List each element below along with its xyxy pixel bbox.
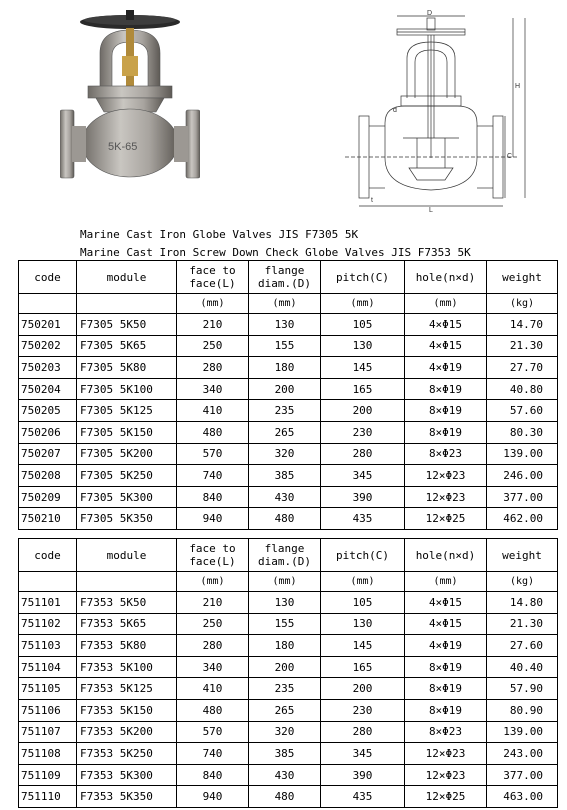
unit-hole: (mm) <box>405 572 487 592</box>
table-row <box>19 786 558 808</box>
cell-module: F7353 5K250 <box>77 743 177 765</box>
cell-flange: 265 <box>249 421 321 443</box>
cell-weight: 57.60 <box>487 400 558 422</box>
cell-pitch: 165 <box>321 378 405 400</box>
drawing-label-c: C <box>507 153 513 160</box>
cell-face: 210 <box>177 314 249 336</box>
cell-code: 750208 <box>19 465 77 487</box>
cell-weight: 27.70 <box>487 357 558 379</box>
table-row <box>19 443 558 465</box>
table-units-row <box>19 294 558 314</box>
cell-face: 280 <box>177 357 249 379</box>
header-module: module <box>77 539 177 572</box>
cell-pitch: 230 <box>321 421 405 443</box>
cell-pitch: 390 <box>321 486 405 508</box>
cell-flange: 130 <box>249 592 321 614</box>
header-face-line2: face(L) <box>189 277 236 290</box>
cell-face: 210 <box>177 592 249 614</box>
drawing-label-d-top: D <box>427 10 433 17</box>
cell-flange: 430 <box>249 764 321 786</box>
drawing-label-d: d <box>393 107 397 114</box>
unit-weight: (kg) <box>487 294 558 314</box>
cell-module: F7305 5K80 <box>77 357 177 379</box>
table-row <box>19 400 558 422</box>
cell-weight: 139.00 <box>487 721 558 743</box>
cell-weight: 14.80 <box>487 592 558 614</box>
title-check-globe-valves: Marine Cast Iron Screw Down Check Globe Valves JIS F7353 5K <box>80 246 471 259</box>
table-row <box>19 656 558 678</box>
cell-flange: 180 <box>249 635 321 657</box>
cell-face: 340 <box>177 656 249 678</box>
cell-weight: 80.90 <box>487 699 558 721</box>
cell-face: 840 <box>177 764 249 786</box>
table-row <box>19 378 558 400</box>
cell-hole: 8×Φ19 <box>405 656 487 678</box>
cell-code: 750207 <box>19 443 77 465</box>
header-hole: hole(n×d) <box>405 261 487 294</box>
cell-weight: 27.60 <box>487 635 558 657</box>
cell-module: F7353 5K150 <box>77 699 177 721</box>
table-row <box>19 335 558 357</box>
cell-hole: 12×Φ23 <box>405 764 487 786</box>
header-face-line1: face to <box>189 542 236 555</box>
table-row <box>19 699 558 721</box>
unit-flange: (mm) <box>249 294 321 314</box>
cell-code: 750206 <box>19 421 77 443</box>
table-row <box>19 465 558 487</box>
cell-code: 750204 <box>19 378 77 400</box>
header-flange <box>249 261 321 294</box>
cell-code: 750210 <box>19 508 77 530</box>
valve-drawing <box>345 8 535 213</box>
unit-pitch: (mm) <box>321 294 405 314</box>
cell-weight: 463.00 <box>487 786 558 808</box>
table-header-row <box>19 539 558 572</box>
cell-face: 940 <box>177 508 249 530</box>
cell-code: 751103 <box>19 635 77 657</box>
cell-code: 750209 <box>19 486 77 508</box>
table-header-row <box>19 261 558 294</box>
cell-module: F7305 5K65 <box>77 335 177 357</box>
header-code: code <box>19 261 77 294</box>
cell-module: F7353 5K65 <box>77 613 177 635</box>
cell-module: F7353 5K80 <box>77 635 177 657</box>
cell-flange: 385 <box>249 465 321 487</box>
cell-weight: 14.70 <box>487 314 558 336</box>
table-row <box>19 721 558 743</box>
cell-face: 410 <box>177 678 249 700</box>
cell-module: F7305 5K150 <box>77 421 177 443</box>
cell-flange: 430 <box>249 486 321 508</box>
cell-pitch: 435 <box>321 786 405 808</box>
header-pitch: pitch(C) <box>321 539 405 572</box>
cell-hole: 8×Φ19 <box>405 400 487 422</box>
table-row <box>19 592 558 614</box>
cell-hole: 12×Φ23 <box>405 486 487 508</box>
cell-flange: 130 <box>249 314 321 336</box>
header-flange <box>249 539 321 572</box>
cell-face: 570 <box>177 721 249 743</box>
cell-pitch: 435 <box>321 508 405 530</box>
cell-face: 940 <box>177 786 249 808</box>
cell-pitch: 130 <box>321 335 405 357</box>
cell-weight: 21.30 <box>487 613 558 635</box>
unit-face: (mm) <box>177 572 249 592</box>
cell-module: F7305 5K350 <box>77 508 177 530</box>
spec-table-f7305 <box>18 260 558 530</box>
drawing-label-h: H <box>515 83 521 90</box>
cell-face: 740 <box>177 743 249 765</box>
cell-code: 751104 <box>19 656 77 678</box>
unit-hole: (mm) <box>405 294 487 314</box>
header-module: module <box>77 261 177 294</box>
unit-face: (mm) <box>177 294 249 314</box>
cell-flange: 155 <box>249 613 321 635</box>
header-hole: hole(n×d) <box>405 539 487 572</box>
cell-weight: 40.40 <box>487 656 558 678</box>
cell-face: 340 <box>177 378 249 400</box>
cell-module: F7353 5K350 <box>77 786 177 808</box>
header-flange-line1: flange <box>264 264 305 277</box>
cell-code: 751102 <box>19 613 77 635</box>
table-row <box>19 357 558 379</box>
valve-body-marking: 5K-65 <box>108 141 138 153</box>
cell-module: F7305 5K200 <box>77 443 177 465</box>
unit-code <box>19 294 77 314</box>
cell-flange: 235 <box>249 678 321 700</box>
cell-code: 751105 <box>19 678 77 700</box>
cell-hole: 12×Φ23 <box>405 743 487 765</box>
cell-module: F7305 5K250 <box>77 465 177 487</box>
table-row <box>19 421 558 443</box>
cell-hole: 4×Φ15 <box>405 314 487 336</box>
cell-weight: 139.00 <box>487 443 558 465</box>
cell-face: 480 <box>177 699 249 721</box>
title-globe-valves: Marine Cast Iron Globe Valves JIS F7305 5K <box>80 228 359 241</box>
header-weight: weight <box>487 539 558 572</box>
cell-face: 250 <box>177 335 249 357</box>
header-pitch: pitch(C) <box>321 261 405 294</box>
header-flange-line2: diam.(D) <box>258 555 311 568</box>
header-face <box>177 539 249 572</box>
unit-flange: (mm) <box>249 572 321 592</box>
cell-hole: 4×Φ19 <box>405 635 487 657</box>
cell-module: F7353 5K50 <box>77 592 177 614</box>
cell-pitch: 280 <box>321 443 405 465</box>
cell-pitch: 200 <box>321 678 405 700</box>
cell-weight: 40.80 <box>487 378 558 400</box>
cell-flange: 480 <box>249 508 321 530</box>
cell-flange: 200 <box>249 656 321 678</box>
cell-flange: 385 <box>249 743 321 765</box>
header-flange-line2: diam.(D) <box>258 277 311 290</box>
cell-flange: 200 <box>249 378 321 400</box>
cell-pitch: 345 <box>321 465 405 487</box>
cell-module: F7353 5K125 <box>77 678 177 700</box>
unit-pitch: (mm) <box>321 572 405 592</box>
cell-code: 751107 <box>19 721 77 743</box>
catalog-titles <box>80 226 471 262</box>
header-flange-line1: flange <box>264 542 305 555</box>
table-row <box>19 613 558 635</box>
unit-weight: (kg) <box>487 572 558 592</box>
cell-module: F7305 5K300 <box>77 486 177 508</box>
cell-hole: 8×Φ19 <box>405 678 487 700</box>
drawing-label-t: t <box>371 197 373 204</box>
cell-code: 751108 <box>19 743 77 765</box>
table-row <box>19 314 558 336</box>
table-row <box>19 486 558 508</box>
cell-module: F7353 5K100 <box>77 656 177 678</box>
cell-flange: 320 <box>249 721 321 743</box>
cell-pitch: 130 <box>321 613 405 635</box>
cell-weight: 21.30 <box>487 335 558 357</box>
cell-flange: 480 <box>249 786 321 808</box>
unit-module <box>77 294 177 314</box>
cell-face: 570 <box>177 443 249 465</box>
cell-weight: 243.00 <box>487 743 558 765</box>
cell-flange: 155 <box>249 335 321 357</box>
cell-hole: 4×Φ15 <box>405 613 487 635</box>
unit-code <box>19 572 77 592</box>
cell-code: 750202 <box>19 335 77 357</box>
cell-weight: 377.00 <box>487 486 558 508</box>
cell-face: 280 <box>177 635 249 657</box>
cell-face: 410 <box>177 400 249 422</box>
cell-flange: 265 <box>249 699 321 721</box>
cell-weight: 462.00 <box>487 508 558 530</box>
cell-hole: 12×Φ25 <box>405 508 487 530</box>
cell-code: 750201 <box>19 314 77 336</box>
cell-hole: 8×Φ19 <box>405 699 487 721</box>
cell-flange: 180 <box>249 357 321 379</box>
cell-pitch: 230 <box>321 699 405 721</box>
cell-code: 751110 <box>19 786 77 808</box>
cell-face: 740 <box>177 465 249 487</box>
table-row <box>19 635 558 657</box>
drawing-label-l: L <box>429 207 433 213</box>
cell-hole: 8×Φ19 <box>405 378 487 400</box>
cell-pitch: 390 <box>321 764 405 786</box>
cell-face: 840 <box>177 486 249 508</box>
table-row <box>19 678 558 700</box>
cell-pitch: 145 <box>321 635 405 657</box>
cell-code: 750203 <box>19 357 77 379</box>
cell-flange: 320 <box>249 443 321 465</box>
header-weight: weight <box>487 261 558 294</box>
cell-module: F7305 5K50 <box>77 314 177 336</box>
table-row <box>19 764 558 786</box>
cell-code: 750205 <box>19 400 77 422</box>
cell-hole: 4×Φ19 <box>405 357 487 379</box>
cell-module: F7305 5K125 <box>77 400 177 422</box>
valve-photo <box>60 8 200 193</box>
table-row <box>19 743 558 765</box>
cell-face: 480 <box>177 421 249 443</box>
header-face-line2: face(L) <box>189 555 236 568</box>
cell-module: F7353 5K200 <box>77 721 177 743</box>
cell-module: F7353 5K300 <box>77 764 177 786</box>
cell-hole: 8×Φ19 <box>405 421 487 443</box>
header-face-line1: face to <box>189 264 236 277</box>
cell-weight: 80.30 <box>487 421 558 443</box>
cell-pitch: 280 <box>321 721 405 743</box>
cell-hole: 8×Φ23 <box>405 443 487 465</box>
cell-hole: 4×Φ15 <box>405 592 487 614</box>
header-face <box>177 261 249 294</box>
cell-code: 751101 <box>19 592 77 614</box>
cell-face: 250 <box>177 613 249 635</box>
cell-weight: 377.00 <box>487 764 558 786</box>
cell-pitch: 145 <box>321 357 405 379</box>
table-units-row <box>19 572 558 592</box>
cell-hole: 12×Φ23 <box>405 465 487 487</box>
header-code: code <box>19 539 77 572</box>
cell-code: 751109 <box>19 764 77 786</box>
spec-table-f7353 <box>18 538 558 808</box>
unit-module <box>77 572 177 592</box>
cell-hole: 4×Φ15 <box>405 335 487 357</box>
cell-flange: 235 <box>249 400 321 422</box>
cell-weight: 246.00 <box>487 465 558 487</box>
cell-pitch: 105 <box>321 314 405 336</box>
cell-hole: 12×Φ25 <box>405 786 487 808</box>
cell-pitch: 345 <box>321 743 405 765</box>
cell-module: F7305 5K100 <box>77 378 177 400</box>
cell-pitch: 200 <box>321 400 405 422</box>
cell-code: 751106 <box>19 699 77 721</box>
table-row <box>19 508 558 530</box>
cell-weight: 57.90 <box>487 678 558 700</box>
cell-pitch: 105 <box>321 592 405 614</box>
cell-pitch: 165 <box>321 656 405 678</box>
cell-hole: 8×Φ23 <box>405 721 487 743</box>
